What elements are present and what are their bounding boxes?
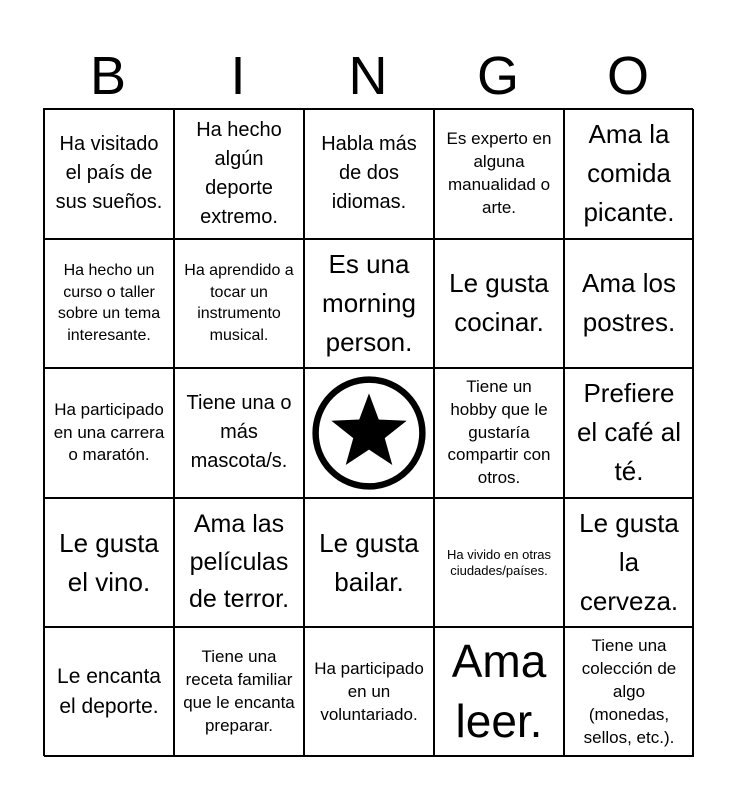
bingo-cell[interactable]: Le gusta bailar. bbox=[304, 498, 434, 628]
free-space[interactable] bbox=[304, 368, 434, 498]
bingo-cell[interactable]: Ama los postres. bbox=[564, 239, 694, 369]
star-icon bbox=[311, 370, 427, 496]
bingo-card bbox=[43, 108, 693, 756]
bingo-cell[interactable]: Ama leer. bbox=[434, 627, 564, 757]
bingo-cell[interactable]: Ha participado en un voluntariado. bbox=[304, 627, 434, 757]
bingo-cell[interactable]: Es experto en alguna manualidad o arte. bbox=[434, 109, 564, 239]
bingo-cell[interactable]: Ha hecho algún deporte extremo. bbox=[174, 109, 304, 239]
bingo-cell[interactable]: Ama las películas de terror. bbox=[174, 498, 304, 628]
bingo-cell[interactable]: Prefiere el café al té. bbox=[564, 368, 694, 498]
bingo-cell[interactable]: Tiene una receta familiar que le encanta preparar. bbox=[174, 627, 304, 757]
bingo-cell[interactable]: Le gusta la cerveza. bbox=[564, 498, 694, 628]
bingo-title bbox=[43, 46, 693, 106]
bingo-cell[interactable]: Tiene una colección de algo (monedas, sellos, etc.). bbox=[564, 627, 694, 757]
bingo-cell[interactable]: Habla más de dos idiomas. bbox=[304, 109, 434, 239]
bingo-cell[interactable]: Tiene una o más mascota/s. bbox=[174, 368, 304, 498]
bingo-cell[interactable]: Es una morning person. bbox=[304, 239, 434, 369]
bingo-cell[interactable]: Ama la comida picante. bbox=[564, 109, 694, 239]
title-letter-b: B bbox=[89, 46, 127, 106]
bingo-cell[interactable]: Ha visitado el país de sus sueños. bbox=[44, 109, 174, 239]
title-letter-g: G bbox=[476, 46, 519, 106]
bingo-cell[interactable]: Le gusta el vino. bbox=[44, 498, 174, 628]
bingo-cell[interactable]: Ha vivido en otras ciudades/países. bbox=[434, 498, 564, 628]
bingo-cell[interactable]: Ha participado en una carrera o maratón. bbox=[44, 368, 174, 498]
bingo-cell[interactable]: Le encanta el deporte. bbox=[44, 627, 174, 757]
bingo-cell[interactable]: Ha hecho un curso o taller sobre un tema interesante. bbox=[44, 239, 174, 369]
bingo-cell[interactable]: Tiene un hobby que le gustaría compartir con otros. bbox=[434, 368, 564, 498]
title-letter-n: N bbox=[348, 46, 388, 106]
bingo-cell[interactable]: Le gusta cocinar. bbox=[434, 239, 564, 369]
bingo-cell[interactable]: Ha aprendido a tocar un instrumento musical. bbox=[174, 239, 304, 369]
title-letter-i: I bbox=[230, 46, 246, 106]
title-letter-o: O bbox=[606, 46, 649, 106]
